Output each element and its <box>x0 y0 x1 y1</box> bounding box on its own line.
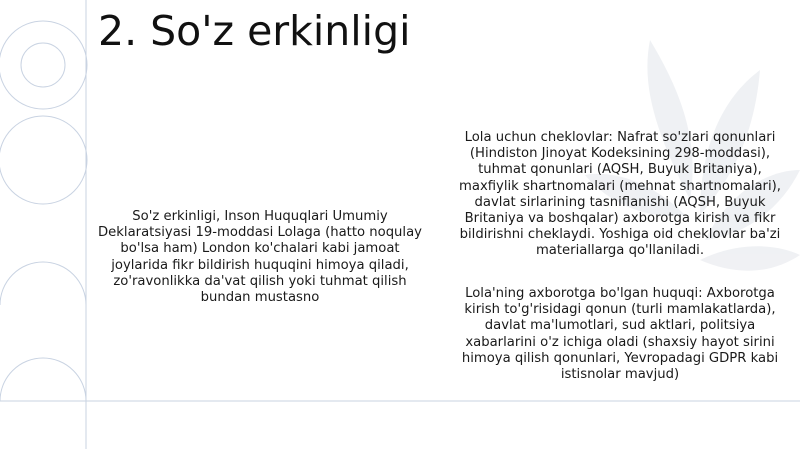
outline-circle-small <box>21 43 65 87</box>
outline-arc-lower <box>0 358 86 401</box>
right-text-block-restrictions: Lola uchun cheklovlar: Nafrat so'zlari qonunlari (Hindiston Jinoyat Kodeksining 298-moddasi), tuhmat qonunlari (AQSH, Buyuk Britaniya), maxfiylik shartnomalari (mehnat shartnomalari), davlat sirlarining tasniflanishi (AQSH, Buyuk Britaniya va boshqalar) axborotga kirish va fikr bildirishni cheklaydi. Yoshiga oid cheklovlar ba'zi materiallarga qo'llaniladi. <box>459 130 781 259</box>
outline-arc-upper <box>0 262 86 305</box>
left-text-block: So'z erkinligi, Inson Huquqlari Umumiy Deklaratsiyasi 19-moddasi Lolaga (hatto noqulay bo'lsa ham) London ko'chalari kabi jamoat joylarida fikr bildirish huquqini himoya qiladi, zo'ravonlikka da'vat qilish yoki tuhmat qilish bundan mustasno <box>98 209 422 306</box>
outline-circle-middle <box>0 116 87 204</box>
slide-title: 2. So'z erkinligi <box>98 7 411 55</box>
outline-circle-large <box>0 21 87 109</box>
right-text-block-information-rights: Lola'ning axborotga bo'lgan huquqi: Axborotga kirish to'g'risidagi qonun (turli mamlakatlarda), davlat ma'lumotlari, sud aktlari, politsiya xabarlarini o'z ichiga oladi (shaxsiy hayot sirini himoya qilish qonunlari, Yevropadagi GDPR kabi istisnolar mavjud) <box>461 286 779 383</box>
